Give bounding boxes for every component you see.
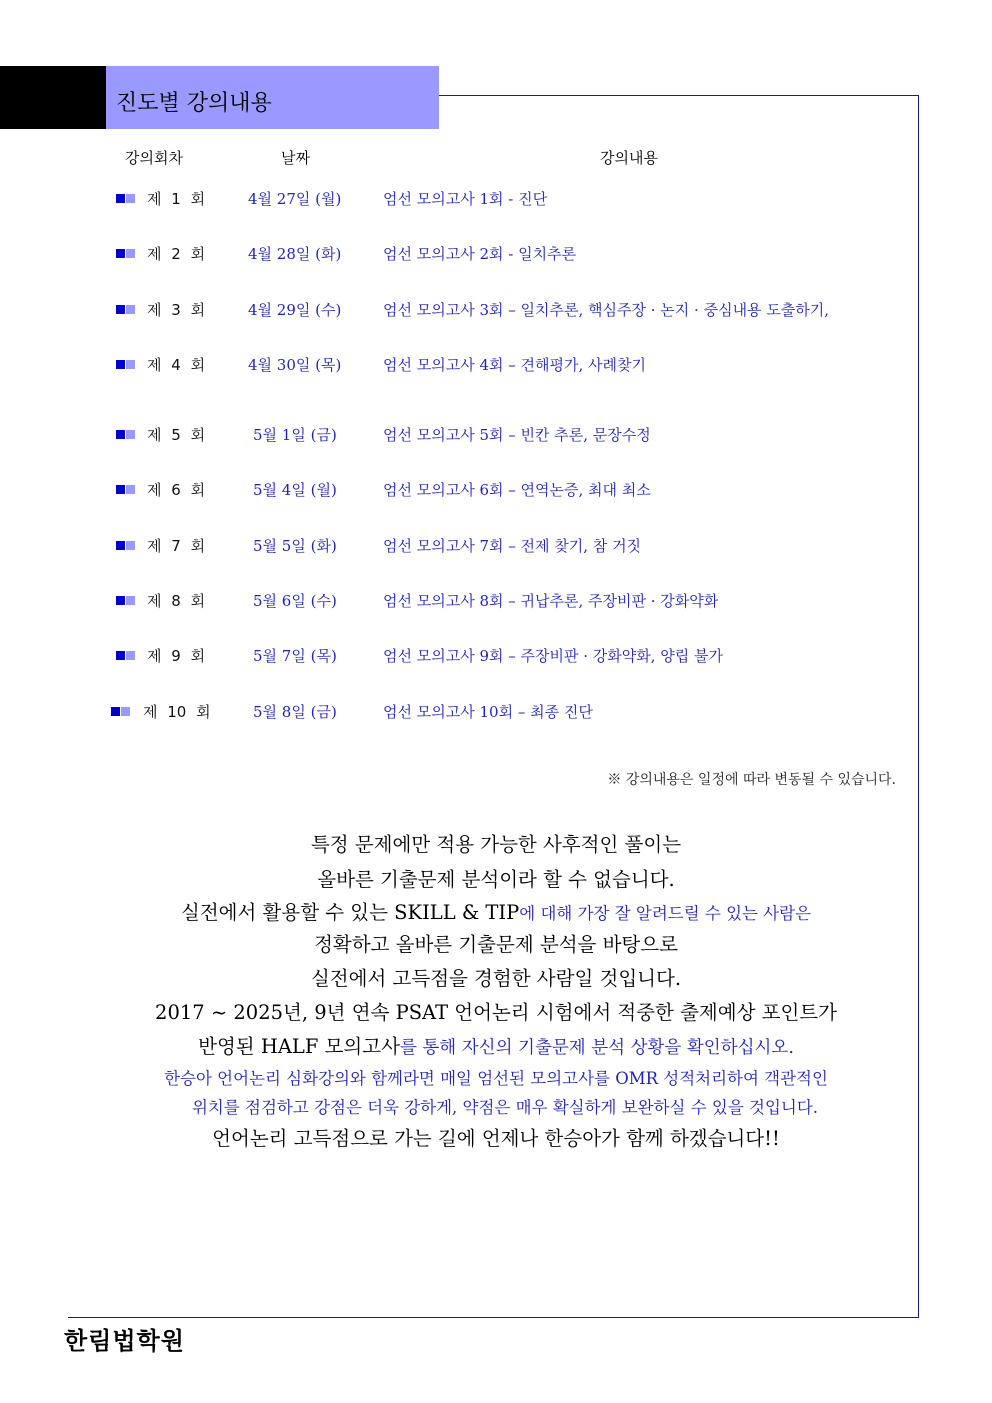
lecture-content: 엄선 모의고사 10회 – 최종 진단 <box>383 703 593 721</box>
lecture-row <box>0 423 992 447</box>
lecture-content: 엄선 모의고사 2회 - 일치추론 <box>383 245 577 263</box>
bullet-squares-icon <box>116 194 136 218</box>
lecture-row <box>0 478 992 502</box>
lecture-number: 제 7 회 <box>147 537 206 555</box>
bullet-squares-icon <box>116 430 136 454</box>
bullet-squares-icon <box>116 249 136 273</box>
lecture-date: 5월 1일 (금) <box>253 426 337 444</box>
lecture-number: 제 9 회 <box>147 647 206 665</box>
lecture-content: 엄선 모의고사 5회 – 빈칸 추론, 문장수정 <box>383 426 651 444</box>
lecture-row <box>0 644 992 668</box>
lecture-date: 5월 4일 (월) <box>253 481 337 499</box>
lecture-content: 엄선 모의고사 9회 – 주장비판 · 강화약화, 양립 불가 <box>383 647 724 665</box>
lecture-number: 제 6 회 <box>147 481 206 499</box>
column-header-number: 강의회차 <box>125 149 183 167</box>
bullet-squares-icon <box>116 485 136 509</box>
lecture-content: 엄선 모의고사 4회 – 견해평가, 사례찾기 <box>383 356 647 374</box>
lecture-date: 5월 5일 (화) <box>253 537 337 555</box>
lecture-content: 엄선 모의고사 8회 – 귀납추론, 주장비판 · 강화약화 <box>383 592 719 610</box>
lecture-row <box>0 534 992 558</box>
paragraph-line: 위치를 점검하고 강점은 더욱 강하게, 약점은 매우 확실하게 보완하실 수 있을 것입니다. <box>191 1098 819 1117</box>
lecture-number: 제 1 회 <box>147 190 206 208</box>
lecture-row <box>0 187 992 211</box>
lecture-content: 엄선 모의고사 1회 - 진단 <box>383 190 548 208</box>
lecture-number: 제 3 회 <box>147 301 206 319</box>
frame-top-line <box>439 95 918 96</box>
paragraph-line-black-part: 반영된 HALF 모의고사 <box>198 1035 400 1058</box>
lecture-row <box>0 589 992 613</box>
paragraph-line-blue-part: 를 통해 자신의 기출문제 분석 상황을 확인하십시오. <box>399 1038 794 1058</box>
paragraph-line <box>0 1032 992 1063</box>
lecture-date: 4월 28일 (화) <box>248 245 342 263</box>
lecture-content: 엄선 모의고사 6회 – 연역논증, 최대 최소 <box>383 481 651 499</box>
paragraph-line: 언어논리 고득점으로 가는 길에 언제나 한승아가 함께 하겠습니다!! <box>212 1127 780 1150</box>
paragraph-line-black-part: 실전에서 활용할 수 있는 SKILL & TIP <box>180 901 520 924</box>
schedule-change-note: ※ 강의내용은 일정에 따라 변동될 수 있습니다. <box>607 772 896 788</box>
lecture-number: 제 8 회 <box>147 592 206 610</box>
lecture-content: 엄선 모의고사 7회 – 전제 찾기, 참 거짓 <box>383 537 642 555</box>
bullet-squares-icon <box>116 596 136 620</box>
paragraph-line-blue-part: 에 대해 가장 잘 알려드릴 수 있는 사람은 <box>519 904 812 923</box>
footer-logo: 한림법학원 <box>64 1327 185 1355</box>
column-header-date: 날짜 <box>281 149 310 167</box>
bullet-squares-icon <box>116 305 136 329</box>
paragraph-line: 한승아 언어논리 심화강의와 함께라면 매일 엄선된 모의고사를 OMR 성적처리하여 객관적인 <box>164 1069 828 1088</box>
lecture-number: 제 4 회 <box>147 356 206 374</box>
bullet-squares-icon <box>116 651 136 675</box>
lecture-date: 4월 29일 (수) <box>248 301 342 319</box>
paragraph-line <box>0 898 992 929</box>
bullet-squares-icon <box>116 360 136 384</box>
lecture-date: 5월 7일 (목) <box>253 647 337 665</box>
lecture-row <box>0 700 992 724</box>
bullet-squares-icon <box>116 541 136 565</box>
lecture-date: 5월 6일 (수) <box>253 592 337 610</box>
bullet-squares-icon <box>111 707 131 731</box>
header-black-block <box>0 66 106 129</box>
frame-bottom-line <box>68 1317 919 1318</box>
paragraph-line: 2017 ~ 2025년, 9년 연속 PSAT 언어논리 시험에서 적중한 출제예상 포인트가 <box>155 1001 837 1024</box>
lecture-row <box>0 353 992 377</box>
lecture-number: 제 2 회 <box>147 245 206 263</box>
lecture-content: 엄선 모의고사 3회 – 일치추론, 핵심주장 · 논지 · 중심내용 도출하기, <box>383 301 830 319</box>
lecture-number: 제 5 회 <box>147 426 206 444</box>
lecture-row <box>0 242 992 266</box>
paragraph-line: 특정 문제에만 적용 가능한 사후적인 풀이는 <box>310 833 682 856</box>
paragraph-line: 올바른 기출문제 분석이라 할 수 없습니다. <box>317 868 675 891</box>
section-title: 진도별 강의내용 <box>116 91 272 116</box>
column-header-content: 강의내용 <box>600 149 658 167</box>
lecture-date: 4월 27일 (월) <box>248 190 342 208</box>
lecture-date: 4월 30일 (목) <box>248 356 342 374</box>
paragraph-line: 정확하고 올바른 기출문제 분석을 바탕으로 <box>314 933 678 956</box>
lecture-date: 5월 8일 (금) <box>253 703 337 721</box>
lecture-number: 제 10 회 <box>143 703 211 721</box>
paragraph-line: 실전에서 고득점을 경험한 사람일 것입니다. <box>310 967 682 990</box>
lecture-row <box>0 298 992 322</box>
